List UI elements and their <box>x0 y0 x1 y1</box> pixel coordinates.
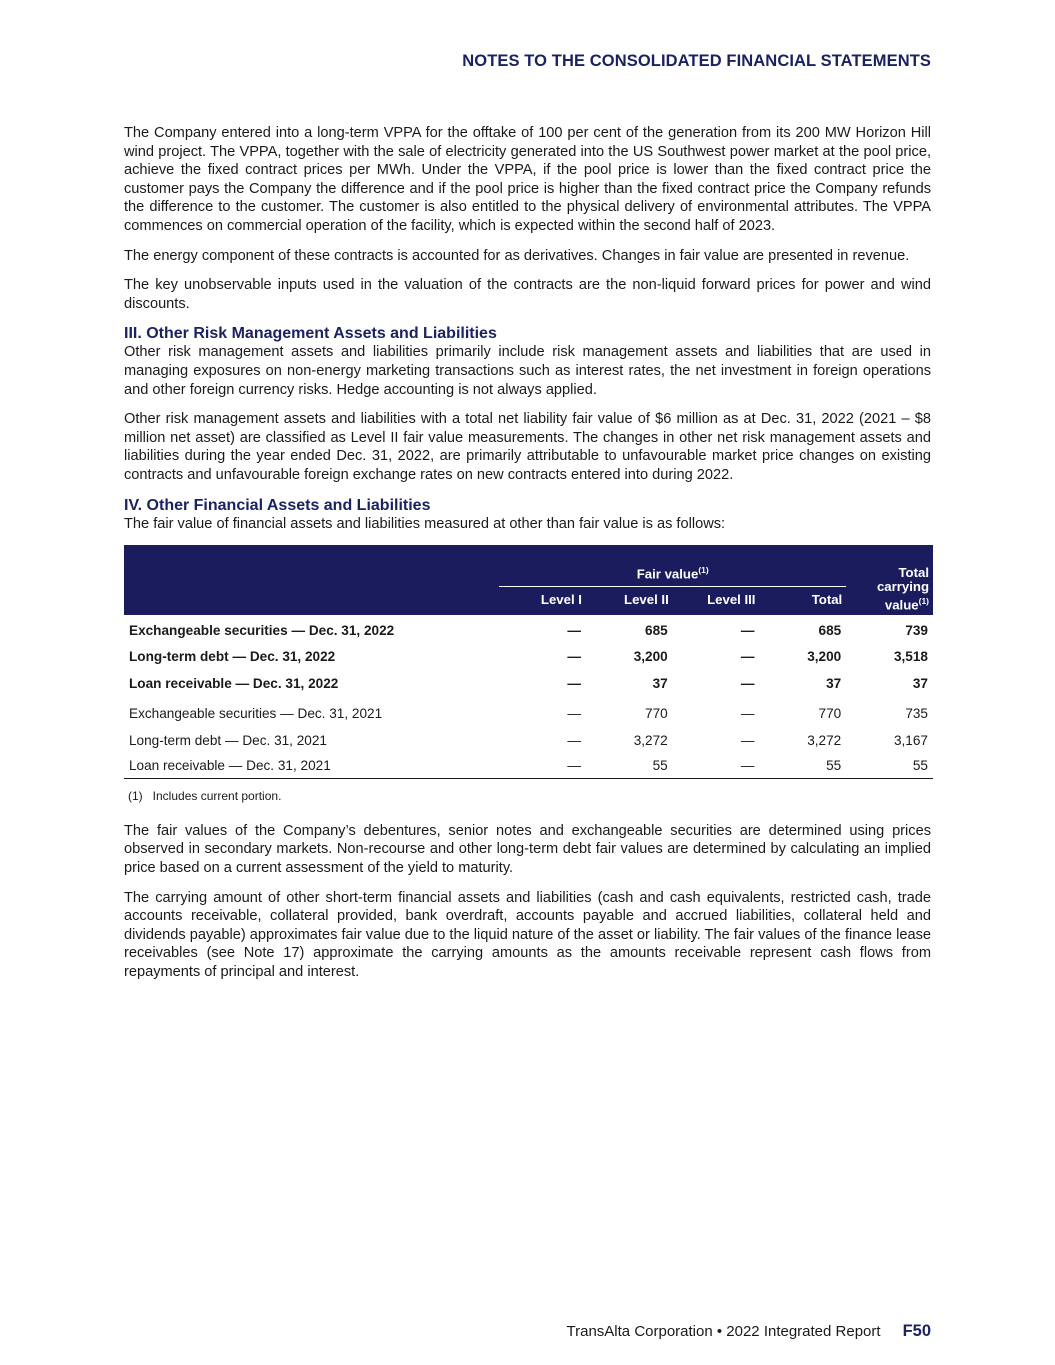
paragraph-unobservable-inputs: The key unobservable inputs used in the valuation of the contracts are the non-liquid forward prices for power and wind discounts. <box>124 277 931 312</box>
header-level-2: Level II <box>586 587 673 615</box>
header-level-3: Level III <box>673 587 760 615</box>
paragraph-carrying-amount: The carrying amount of other short-term financial assets and liabilities (cash and cash equivalents, restricted cash, trade accounts receivable, collateral provided, bank overdraft, accounts payable and accrued liabilities, collateral held and dividends payable) approximates fair value due to the liquid nature of the asset or liability. The fair values of the finance lease receivables (see Note 17) approximate the carrying amounts as the amounts receivable represent cash flows from repayments of principal and interest. <box>124 889 931 980</box>
paragraph-debentures-fair-value: The fair values of the Company’s debentures, senior notes and exchangeable securities are determined using prices observed in secondary markets. Non-recourse and other long-term debt fair values are determined by calculating an implied price based on a current assessment of the yield to maturity. <box>124 822 931 876</box>
paragraph-other-risk-fair-value: Other risk management assets and liabilities with a total net liability fair value of $6 million as at Dec. 31, 2022 (2021 – $8 million net asset) are classified as Level II fair value measurements. The changes in other net risk management assets and liabilities during the year ended Dec. 31, 2022, are primarily attributable to unfavourable market price changes on existing contracts and unfavourable foreign exchange rates on new contracts entered into during 2022. <box>124 411 931 483</box>
page-content <box>124 124 931 993</box>
section-heading-other-risk: III. Other Risk Management Assets and Liabilities <box>124 325 497 343</box>
header-fair-value: Fair value$^{(1)}$ <box>499 545 846 586</box>
table-row: Exchangeable securities — Dec. 31, 2022 — 685 — 685 739 <box>129 622 928 638</box>
fair-value-table <box>124 545 933 779</box>
footnote-mark: (1) <box>128 789 143 804</box>
table-row: Loan receivable — Dec. 31, 2022 — 37 — 37 37 <box>129 675 928 691</box>
footer-report-name: TransAlta Corporation • 2022 Integrated Report <box>566 1323 881 1340</box>
header-level-1: Level I <box>499 587 586 615</box>
table-row: Long-term debt — Dec. 31, 2022 — 3,200 — 3,200 3,518 <box>129 649 928 665</box>
paragraph-energy-component: The energy component of these contracts is accounted for as derivatives. Changes in fair value are presented in revenue. <box>124 247 910 264</box>
table-row: Loan receivable — Dec. 31, 2021 — 55 — 55 55 <box>124 754 933 779</box>
paragraph-vppa: The Company entered into a long-term VPPA for the offtake of 100 per cent of the generation from its 200 MW Horizon Hill wind project. The VPPA, together with the sale of electricity generated into the US Southwest power market at the pool price, achieve the fixed contract prices per MWh. Under the VPPA, if the pool price is lower than the fixed contract price the customer pays the Company the difference and if the pool price is higher than the fixed contract price the Company refunds the difference to the customer. The customer is also entitled to the physical delivery of environmental attributes. The VPPA commences on commercial operation of the facility, which is expected within the second half of 2023. <box>124 125 931 234</box>
paragraph-table-intro: The fair value of financial assets and liabilities measured at other than fair value is as follows: <box>124 515 726 532</box>
header-blank <box>124 545 499 586</box>
paragraph-other-risk-intro: Other risk management assets and liabilities primarily include risk management assets and liabilities that are used in managing exposures on non-energy marketing transactions such as interest rates, the net investment in foreign operations and other foreign currency risks. Hedge accounting is not always applied. <box>124 344 931 398</box>
header-total-carrying-value: Total carrying value$^{(1)}$ <box>846 545 933 615</box>
page-footer <box>567 1322 931 1341</box>
header-blank-2 <box>124 587 499 615</box>
table-footnote <box>128 787 931 806</box>
page-number: F50 <box>902 1322 931 1340</box>
header-total: Total <box>759 587 846 615</box>
table-row: Exchangeable securities — Dec. 31, 2021 — 770 — 770 735 <box>129 706 928 722</box>
running-header: NOTES TO THE CONSOLIDATED FINANCIAL STATEMENTS <box>462 52 931 70</box>
section-heading-other-financial: IV. Other Financial Assets and Liabilities <box>124 496 431 514</box>
footnote-text: Includes current portion. <box>152 789 282 804</box>
table-row: Long-term debt — Dec. 31, 2021 — 3,272 — 3,272 3,167 <box>129 732 928 748</box>
